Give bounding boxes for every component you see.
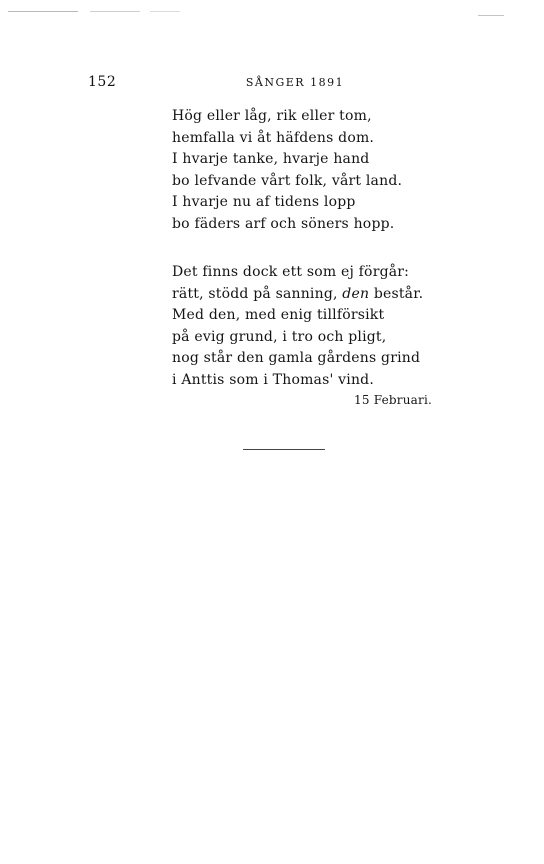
dateline: 15 Februari.	[354, 393, 432, 407]
scan-artifact	[478, 15, 504, 16]
poem-line-head: rätt, stödd på sanning,	[172, 285, 338, 302]
scan-artifact	[8, 11, 78, 12]
poem-line: Med den, med enig tillförsikt	[172, 307, 385, 323]
poem-line: i Anttis som i Thomas' vind.	[172, 371, 374, 388]
scan-artifact	[150, 11, 180, 12]
poem-line: nog står den gamla gårdens grind	[172, 350, 421, 366]
poem-line: I hvarje nu af tidens lopp	[172, 194, 356, 210]
poem-line: bo fäders arf och söners hopp.	[172, 215, 395, 232]
poem-line: på evig grund, i tro och pligt,	[172, 328, 387, 345]
page-number: 152	[88, 74, 117, 90]
end-rule	[243, 449, 325, 450]
stanza-2	[172, 262, 442, 391]
poem-line	[172, 284, 442, 306]
poem-line: hemfalla vi åt häfdens dom.	[172, 129, 375, 146]
poem	[172, 106, 442, 408]
poem-line: I hvarje tanke, hvarje hand	[172, 151, 370, 167]
running-head: SÅNGER 1891	[245, 76, 345, 89]
italic-word: den	[342, 285, 370, 302]
stanza-1	[172, 106, 442, 235]
poem-line-tail: består.	[373, 285, 424, 302]
poem-line: Det finns dock ett som ej förgår:	[172, 264, 410, 280]
poem-line: bo lefvande vårt folk, vårt land.	[172, 172, 403, 189]
poem-line: Hög eller låg, rik eller tom,	[172, 108, 372, 124]
scan-artifact	[90, 11, 140, 12]
